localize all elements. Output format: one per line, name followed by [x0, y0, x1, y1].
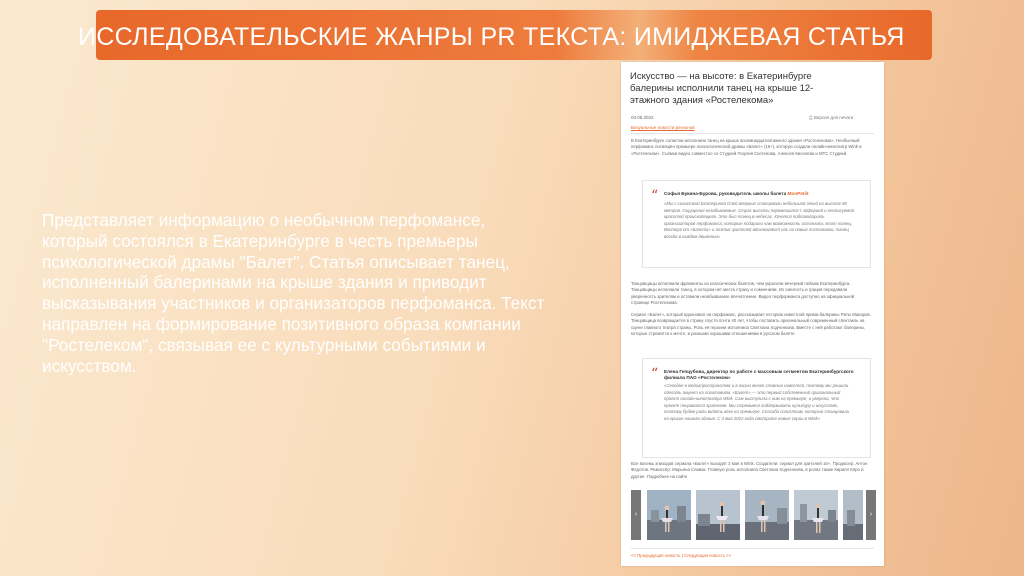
ballerina-rooftop-photo-icon: [794, 490, 838, 540]
gallery-photo[interactable]: [647, 490, 691, 540]
gallery-next-button[interactable]: ›: [866, 490, 876, 540]
gallery-photo[interactable]: [696, 490, 740, 540]
quote-2-author: Елена Гепцубова, директор по работе с массовым сегментом Екатеринбургского филиала ПАО «Ростелеком»: [664, 369, 854, 380]
article-screenshot: [621, 62, 884, 566]
quote-block-1: [642, 180, 871, 268]
photo-gallery: [631, 490, 876, 540]
gallery-photo[interactable]: [794, 490, 838, 540]
slide-title: ИССЛЕДОВАТЕЛЬСКИЕ ЖАНРЫ PR ТЕКСТА: ИМИДЖЕВАЯ СТАТЬЯ: [78, 23, 905, 51]
article-paragraph-4: Все восемь эпизодов сериала «Балет» выходят 3 мая в Wink. Создатели: сериал для зрителей 16+. Продюсер: Антон Федотов. Режиссёр: Марьяна Спивак. Главную роль исполнила Светлана Ходченкова, в ролях также Кирилл Кяро и другие. Подробнее на сайте: [631, 461, 868, 479]
quote-1-text: «Мы с солисткой Екатериной Олей впервые станцевали небольшой этюд на высоте 60 метров. Ощущения незабываемые. Страх высоты перемешался с эйфорией и неописуемой красотой происходящего. Это был танец в небесах. Хочется поблагодарить организаторов перфоманса, которые подарили нам возможность исполнить этот танец. Восторг от «Балета» и отклик зрителей вдохновляют нас на новые постановки, танец всегда в каждом движении»: [664, 201, 854, 239]
quote-2-text: «Сегодня в медиапространстве и в жизни много сложных новостей, поэтому мы решили сделать акцент на позитивном. «Балет» — это первый собственный оригинальный проект онлайн-кинотеатра Wink. Сам выступила с ним на премьере, и уверена, что проект понравится зрителям. Мы стремимся поддерживать культуру и искусство, поэтому будем рады видеть всех на премьере. Спасибо солисткам, которые станцевали на крыше нашего здания. С 3 мая 2022 года смотрите новые серии в Wink»: [664, 383, 850, 421]
quote-1-author: Софья Букина-Бурова, руководитель школы балета MonPetiit: [664, 191, 809, 196]
print-version-label: Версия для печати: [813, 115, 854, 120]
slide-description: Представляет информацию о необычном перфомансе, который состоялся в Екатеринбурге в честь премьеры психологической драмы "Балет". Статья описывает танец, исполненный балеринами на крыше здания и приводит высказывания участников и организаторов перфоманса. Текст направлен на формирование позитивного образа компании "Ростелеком", связывая ее с культурными событиями и искусством.: [42, 210, 545, 376]
divider: [631, 548, 874, 549]
article-date: 03.05.2022: [631, 115, 654, 120]
quote-mark-icon: “: [651, 366, 659, 382]
ballerina-rooftop-photo-icon: [696, 490, 740, 540]
gallery-photo[interactable]: [745, 490, 789, 540]
article-category-link[interactable]: Визуальные новости регионов: [631, 125, 695, 130]
quote-block-2: [642, 358, 871, 458]
news-pagination-links[interactable]: << Предыдущая новость | Следующая новость >>: [631, 553, 732, 558]
article-paragraph-2: Танцовщицы исполнили фрагменты из классических балетов, чем украсили вечерний пейзаж Екатеринбурга. Танцовщицы исполнили танец, в котором нет места страху и сомнениям. Их смелость и грация передавали уверенность зрителям и оставили незабываемое впечатление. Видео перформанса доступно на официальной странице Ростелекома.: [631, 281, 855, 305]
gallery-photo[interactable]: [843, 490, 863, 540]
article-lead: В Екатеринбурге солистки исполнили танец на крыше восемнадцатиэтажного здания «Ростелекома». Необычный перфоманс посвящён премьере психологической драмы «Балет» (16+), которую создали онлайн-кинотеатр Wink и «Ростелеком». Съёмки видео совместно со Студией Георгия Скотенова, Алексея Киселева и МТС Студией.: [631, 138, 862, 156]
quote-1-brand-link[interactable]: MonPetiit: [787, 191, 809, 196]
printer-icon: ⎙: [809, 115, 813, 120]
divider: [631, 133, 874, 134]
ballerina-rooftop-photo-icon: [843, 490, 863, 540]
article-headline: Искусство — на высоте: в Екатеринбурге балерины исполнили танец на крыше 12-этажного здания «Ростелекома»: [630, 71, 814, 106]
print-version-link[interactable]: [809, 115, 853, 120]
quote-mark-icon: “: [651, 188, 659, 204]
article-paragraph-3: Сериал «Балет», который вдохновил на перфоманс, рассказывает историю известной прима-балерины Риты Макаров. Танцовщица возвращается в страну спустя почти 40 лет, чтобы поставить оригинальный современный спектакль на сцене главного театра страны. Роль её героини исполнила Светлана Ходченкова. Вместе с ней работают балерины, которые стремятся к мечте, и разными хорошими отношениями в русском балете.: [631, 312, 871, 336]
ballerina-rooftop-photo-icon: [745, 490, 789, 540]
ballerina-rooftop-photo-icon: [647, 490, 691, 540]
gallery-prev-button[interactable]: ‹: [631, 490, 641, 540]
